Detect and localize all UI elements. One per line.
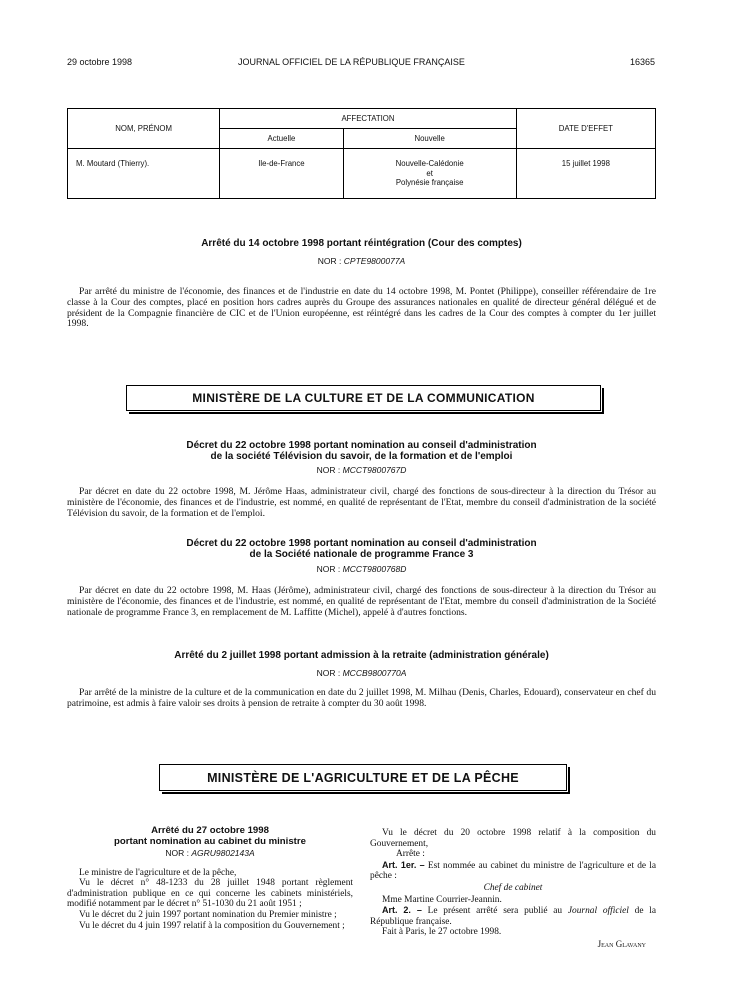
arrete3-right-column bbox=[370, 828, 656, 950]
decret1-nor bbox=[67, 465, 656, 475]
arrete3-arrete-word: Arrête : bbox=[396, 849, 425, 860]
arrete2-title: Arrêté du 2 juillet 1998 portant admission à la retraite (administration générale) bbox=[174, 650, 549, 661]
decret2-nor bbox=[67, 564, 656, 574]
arrete3-signature: Jean Glavany bbox=[597, 938, 646, 949]
table-row bbox=[68, 149, 656, 199]
nouvelle-line-3: Polynésie française bbox=[395, 178, 464, 187]
arrete1-nor bbox=[67, 256, 656, 266]
arrete3-title bbox=[67, 826, 353, 847]
arrete3-visa-2: Vu le décret du 2 juin 1997 portant nomination du Premier ministre ; bbox=[79, 909, 337, 920]
arrete3-role: Chef de cabinet bbox=[483, 882, 543, 893]
article-2-text-b: de la République française. bbox=[370, 906, 657, 927]
arrete3-nor bbox=[67, 848, 353, 859]
nor-code: CPTE9800077A bbox=[343, 256, 406, 266]
nouvelle-line-1: Nouvelle-Calédonie bbox=[395, 159, 464, 168]
arrete3-title-line-1: Arrêté du 27 octobre 1998 bbox=[151, 825, 269, 836]
article-2-text-a: Le présent arrêté sera publié au bbox=[427, 906, 563, 917]
decret1-title-line-1: Décret du 22 octobre 1998 portant nomination au conseil d'administration bbox=[186, 440, 537, 451]
article-1-label: Art. 1er. – bbox=[382, 859, 425, 870]
arrete3-left-column bbox=[67, 826, 353, 931]
ministry-culture-heading: MINISTÈRE DE LA CULTURE ET DE LA COMMUNICATION bbox=[126, 385, 601, 411]
nor-label: NOR : bbox=[316, 465, 341, 475]
decret1-text: Par décret en date du 22 octobre 1998, M. Jérôme Haas, administrateur civil, chargé des fonctions de sous-directeur à la direction du Trésor au ministère de l'économie, des finances et de l'industrie, est nommé, en qualité de représentant de l'Etat, membre du conseil d'administration de la société Télévision du savoir, de la formation et de l'emploi. bbox=[67, 486, 656, 519]
nor-label: NOR : bbox=[165, 848, 189, 858]
nouvelle-line-2: et bbox=[426, 168, 433, 178]
decret2-title-line-2: de la Société nationale de programme France 3 bbox=[249, 549, 474, 560]
ministry-agriculture-heading: MINISTÈRE DE L'AGRICULTURE ET DE LA PÊCHE bbox=[159, 764, 567, 791]
assignment-table bbox=[67, 108, 656, 199]
article-1-text: Est nommée au cabinet du ministre de l'agriculture et de la pêche : bbox=[370, 860, 657, 882]
arrete3-person: Mme Martine Courrier-Jeannin. bbox=[382, 894, 502, 905]
table-cell-actuelle: Ile-de-France bbox=[220, 149, 343, 199]
arrete1-text: Par arrêté du ministre de l'économie, des finances et de l'industrie en date du 14 octobre 1998, M. Pontet (Philippe), conseiller référendaire de 1re classe à la Cour des comptes, placé en position hors cadres auprès du Groupe des assurances nationales en qualité de directeur général délégué et de président de la Compagnie financière de CIC et de l'Union européenne, est réintégré dans les cadres de la Cour des comptes à compter du 1er juillet 1998. bbox=[67, 286, 656, 330]
header-date: 29 octobre 1998 bbox=[67, 57, 133, 67]
arrete1-title: Arrêté du 14 octobre 1998 portant réintégration (Cour des comptes) bbox=[201, 238, 522, 249]
decret1-title bbox=[67, 440, 656, 462]
arrete2-text: Par arrêté de la ministre de la culture et de la communication en date du 2 juillet 1998, M. Milhau (Denis, Charles, Edouard), conservateur en chef du patrimoine, est admis à faire valoir ses droits à pension de retraite à compter du 30 août 1998. bbox=[67, 687, 656, 709]
table-cell-nouvelle bbox=[343, 149, 516, 199]
header-page-number: 16365 bbox=[630, 57, 656, 67]
arrete3-article-2 bbox=[370, 905, 656, 927]
table-header-affectation: AFFECTATION bbox=[220, 109, 516, 129]
nor-code: MCCT9800768D bbox=[342, 564, 407, 574]
table-header-nouvelle: Nouvelle bbox=[343, 129, 516, 149]
table-header-date: DATE D'EFFET bbox=[516, 109, 655, 149]
arrete3-visa-3: Vu le décret du 4 juin 1997 relatif à la composition du Gouvernement ; bbox=[79, 920, 345, 931]
arrete3-visa-4: Vu le décret du 20 octobre 1998 relatif à la composition du Gouvernement, bbox=[370, 828, 656, 849]
table-header-name: NOM, PRÉNOM bbox=[68, 109, 220, 149]
arrete2-nor bbox=[67, 668, 656, 678]
arrete3-fait: Fait à Paris, le 27 octobre 1998. bbox=[382, 927, 502, 938]
decret2-title-line-1: Décret du 22 octobre 1998 portant nomination au conseil d'administration bbox=[186, 538, 537, 549]
nor-code: MCCB9800770A bbox=[342, 668, 407, 678]
arrete3-article-1 bbox=[370, 860, 656, 882]
arrete3-visa-1: Vu le décret n° 48-1233 du 28 juillet 1948 portant règlement d'administration publique en ce qui concerne les cabinets ministériels, modifié notamment par le décret n° 51-1030 du 21 août 1951 ; bbox=[67, 878, 353, 910]
article-2-journal-officiel: Journal officiel bbox=[567, 906, 629, 917]
article-2-label: Art. 2. – bbox=[382, 905, 422, 916]
table-cell-date: 15 juillet 1998 bbox=[516, 149, 655, 199]
arrete3-minister-line: Le ministre de l'agriculture et de la pêche, bbox=[79, 867, 237, 878]
nor-label: NOR : bbox=[316, 668, 341, 678]
nor-label: NOR : bbox=[316, 564, 341, 574]
arrete3-title-line-2: portant nomination au cabinet du ministre bbox=[114, 835, 306, 847]
decret1-title-line-2: de la société Télévision du savoir, de la formation et de l'emploi bbox=[210, 451, 513, 462]
nor-label: NOR : bbox=[317, 256, 342, 266]
decret2-text: Par décret en date du 22 octobre 1998, M. Haas (Jérôme), administrateur civil, chargé des fonctions de sous-directeur à la direction du Trésor au ministère de l'économie, des finances et de l'industrie, est nommé, en qualité de représentant de l'Etat, membre du conseil d'administration de la Société nationale de programme France 3, en remplacement de M. Laffitte (Michel), appelé à d'autres fonctions. bbox=[67, 585, 656, 618]
table-header-actuelle: Actuelle bbox=[220, 129, 343, 149]
header-journal-title: JOURNAL OFFICIEL DE LA RÉPUBLIQUE FRANÇAISE bbox=[238, 57, 465, 67]
decret2-title bbox=[67, 538, 656, 560]
nor-code: AGRU9802143A bbox=[191, 848, 255, 858]
nor-code: MCCT9800767D bbox=[342, 465, 407, 475]
table-cell-name: M. Moutard (Thierry). bbox=[68, 149, 220, 199]
